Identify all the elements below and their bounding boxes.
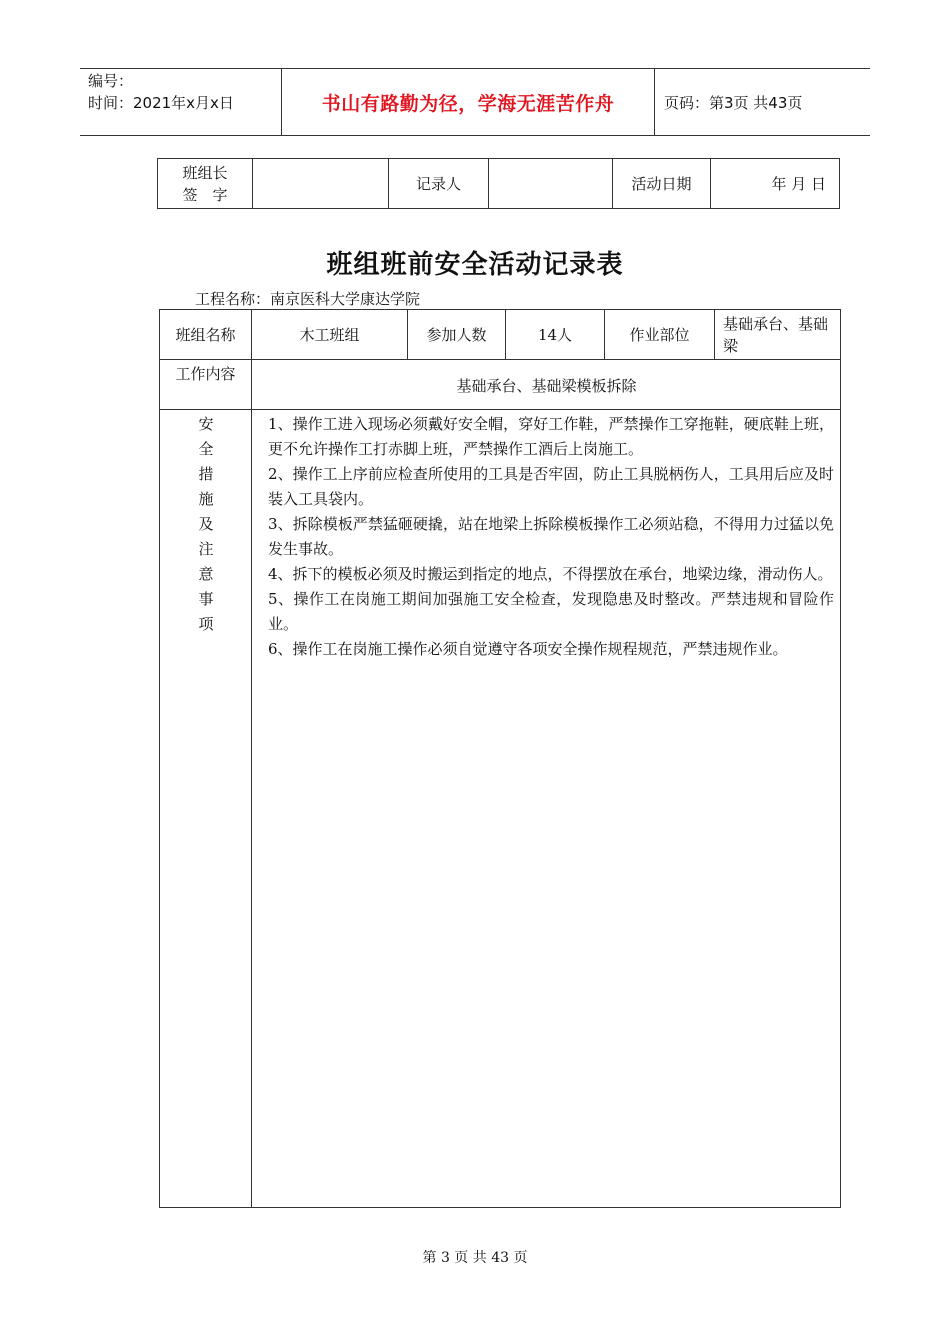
team-leader-label-line2: 签 字 [182, 186, 228, 204]
page-title: 班组班前安全活动记录表 [326, 250, 624, 280]
recorder-field[interactable] [489, 159, 612, 209]
safety-label-char: 全 [198, 440, 214, 458]
safety-measure-item: 3、拆除模板严禁猛砸硬撬，站在地梁上拆除模板操作工必须站稳，不得用力过猛以免发生事故。 [268, 515, 834, 558]
page-footer: 第 3 页 共 43 页 [422, 1250, 528, 1266]
work-area-value: 基础承台、基础梁 [723, 314, 829, 355]
safety-measures-list [268, 412, 834, 662]
work-content-label: 工作内容 [175, 365, 236, 383]
header-meta [88, 70, 234, 114]
participants-label: 参加人数 [426, 325, 487, 344]
participants-value: 14人 [537, 325, 573, 344]
safety-measure-item: 6、操作工在岗施工操作必须自觉遵守各项安全操作规程规范，严禁违规作业。 [268, 640, 788, 658]
header-page-label: 页码：第3页 共43页 [664, 94, 803, 112]
activity-date-field[interactable]: 年 月 日 [771, 175, 826, 193]
safety-label-char: 事 [198, 590, 214, 608]
team-name-value: 木工班组 [299, 325, 360, 344]
document-time-label: 时间：2021年x月x日 [88, 94, 234, 112]
safety-label-char: 措 [198, 465, 214, 483]
safety-label-char: 及 [198, 515, 214, 533]
safety-measure-item: 2、操作工上序前应检查所使用的工具是否牢固，防止工具脱柄伤人，工具用后应及时装入工具袋内。 [268, 465, 834, 508]
header-motto: 书山有路勤为径，学海无涯苦作舟 [321, 92, 615, 115]
safety-measure-item: 1、操作工进入现场必须戴好安全帽，穿好工作鞋，严禁操作工穿拖鞋，硬底鞋上班，更不允许操作工打赤脚上班，严禁操作工酒后上岗施工。 [268, 415, 834, 458]
safety-label-char: 施 [198, 490, 214, 508]
recorder-label: 记录人 [415, 175, 461, 193]
header-divider-right [654, 68, 655, 136]
safety-label-char: 意 [198, 565, 214, 583]
document-number-label: 编号： [88, 72, 134, 90]
work-area-label: 作业部位 [629, 325, 690, 344]
safety-label-char: 注 [198, 540, 214, 558]
project-name: 工程名称：南京医科大学康达学院 [195, 290, 421, 308]
record-table-rule [159, 359, 841, 360]
activity-date-label: 活动日期 [631, 175, 692, 193]
team-name-label: 班组名称 [175, 325, 236, 344]
safety-label-char: 安 [198, 415, 214, 433]
safety-label-char: 项 [198, 615, 214, 633]
team-leader-sign-label [158, 159, 252, 209]
safety-measure-item: 4、拆下的模板必须及时搬运到指定的地点，不得摆放在承台，地梁边缘，滑动伤人。 [268, 565, 833, 583]
work-content-value: 基础承台、基础梁模板拆除 [456, 377, 637, 395]
safety-measures-label [160, 412, 252, 637]
team-leader-sign-field[interactable] [253, 159, 388, 209]
team-leader-label-line1: 班组长 [182, 164, 228, 182]
record-table-rule [159, 409, 841, 410]
safety-measure-item: 5、操作工在岗施工期间加强施工安全检查，发现隐患及时整改。严禁违规和冒险作业。 [268, 590, 834, 633]
